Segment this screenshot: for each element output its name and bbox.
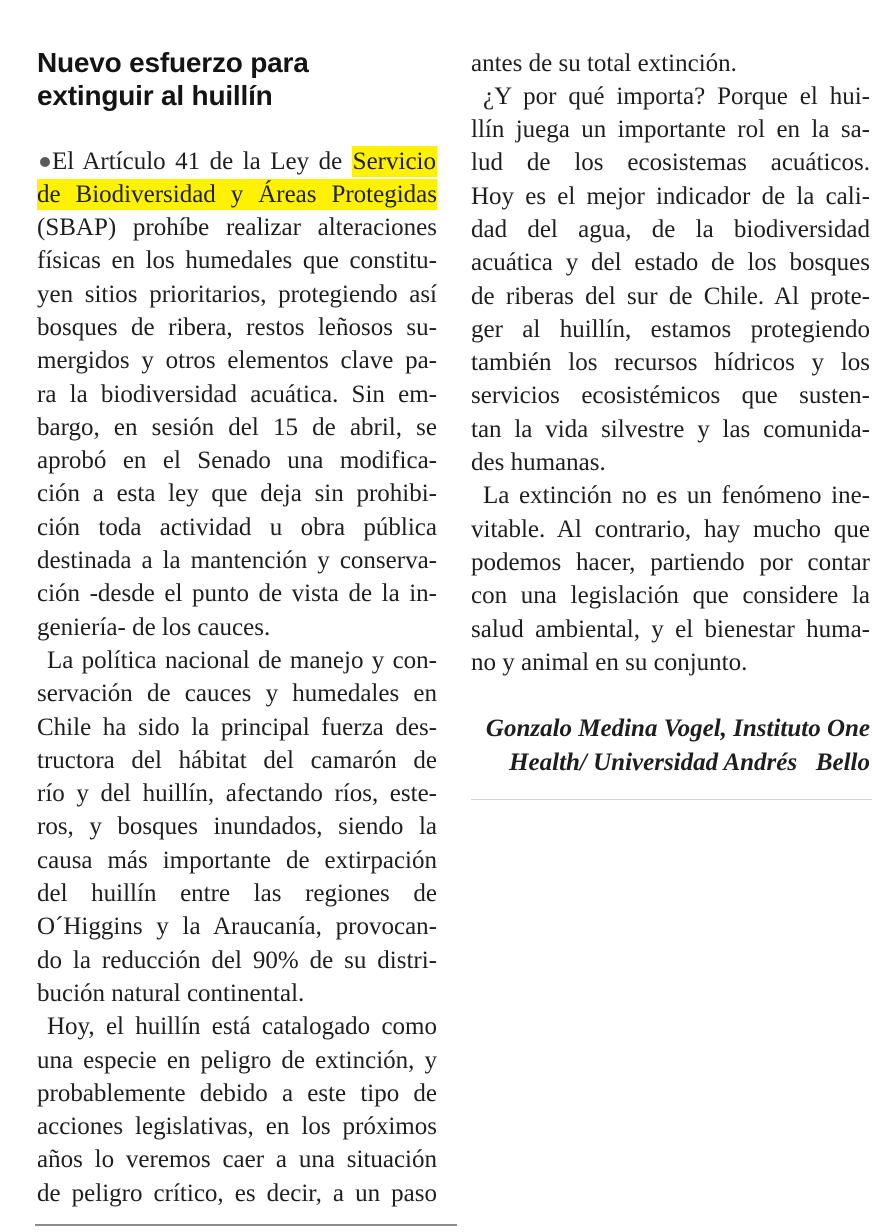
headline-line: Nuevo esfuerzo para: [37, 47, 309, 78]
text-line: probablemente debido a este tipo de: [37, 1079, 437, 1107]
text-line: ción toda actividad u obra pública: [37, 513, 437, 541]
text-line: servicios ecosistémicos que susten-: [471, 382, 870, 410]
text-line: podemos hacer, partiendo por contar: [471, 548, 870, 576]
text-line: tructora del hábitat del camarón de: [37, 746, 437, 774]
headline: [37, 46, 437, 112]
right-column: [471, 47, 870, 780]
signature-line: Gonzalo Medina Vogel, Instituto One: [485, 715, 870, 743]
text-line: ción a esta ley que deja sin prohibi-: [37, 480, 437, 508]
text-line: aprobó en el Senado una modifica-: [37, 447, 437, 475]
text-line: mergidos y otros elementos clave pa-: [37, 347, 437, 375]
text-line: do la reducción del 90% de su distri-: [37, 946, 437, 974]
text-line: ger al huillín, estamos protegiendo: [471, 315, 870, 343]
text-line: La política nacional de manejo y con-: [47, 646, 437, 674]
signature-line: Health/ Universidad Andrés Bello: [509, 748, 870, 776]
text-line: también los recursos hídricos y los: [471, 349, 870, 377]
left-column: [37, 145, 437, 1211]
text-line: antes de su total extinción.: [471, 49, 737, 77]
paragraph: [471, 479, 870, 679]
text-line: destinada a la mantención y conserva-: [37, 547, 437, 575]
text-line: vitable. Al contrario, hay mucho que: [471, 515, 870, 543]
text-line: bosques de ribera, restos leñosos su-: [37, 313, 437, 341]
text-line: una especie en peligro de extinción, y: [37, 1046, 437, 1074]
text-segment: El Artículo 41 de la Ley de: [52, 147, 343, 175]
text-line: Hoy es el mejor indicador de la cali-: [471, 182, 870, 210]
author-signature: [471, 712, 870, 779]
text-line: ros, y bosques inundados, siendo la: [37, 813, 437, 841]
text-line: La extinción no es un fenómeno ine-: [483, 482, 870, 510]
highlighted-text: Servicio: [352, 147, 436, 175]
text-line: servación de cauces y humedales en: [37, 680, 437, 708]
text-line: causa más importante de extirpación: [37, 846, 437, 874]
divider: [35, 1224, 457, 1226]
text-line: geniería- de los cauces.: [37, 613, 271, 641]
text-line: del huillín entre las regiones de: [37, 880, 437, 908]
text-line: Chile ha sido la principal fuerza des-: [37, 713, 437, 741]
spacer: [471, 679, 870, 712]
text-line: O´Higgins y la Araucanía, provocan-: [37, 913, 437, 941]
paragraph: [471, 80, 870, 480]
text-line: de peligro crítico, es decir, a un paso: [37, 1179, 437, 1207]
text-line: lud de los ecosistemas acuáticos.: [471, 149, 870, 177]
text-line: dad del agua, de la biodiversidad: [471, 215, 870, 243]
headline-line: extinguir al huillín: [37, 80, 273, 111]
paragraph: [37, 1010, 437, 1210]
text-line: ¿Y por qué importa? Porque el hui-: [483, 82, 870, 110]
text-line: tan la vida silvestre y las comunida-: [471, 415, 870, 443]
text-line: bución natural continental.: [37, 979, 305, 1007]
text-line: físicas en los humedales que constitu-: [37, 247, 437, 275]
text-line: ción -desde el punto de vista de la in-: [37, 580, 437, 608]
highlighted-text: de Biodiversidad y Áreas Protegidas: [37, 178, 437, 211]
paragraph: [37, 644, 437, 1010]
text-line: ra la biodiversidad acuática. Sin em-: [37, 380, 437, 408]
bullet-icon: [40, 157, 50, 167]
text-line: [37, 145, 437, 178]
divider: [471, 799, 872, 800]
text-line: de riberas del sur de Chile. Al prote-: [471, 282, 870, 310]
paragraph: [37, 145, 437, 644]
text-line: años lo veremos caer a una situación: [37, 1146, 437, 1174]
text-line: yen sitios prioritarios, protegiendo así: [37, 280, 437, 308]
text-line: des humanas.: [471, 449, 606, 477]
text-line: acuática y del estado de los bosques: [471, 249, 870, 277]
text-line: con una legislación que considere la: [471, 582, 870, 610]
text-line: llín juega un importante rol en la sa-: [471, 116, 870, 144]
text-line: (SBAP) prohíbe realizar alteraciones: [37, 214, 437, 242]
text-line: no y animal en su conjunto.: [471, 648, 748, 676]
text-line: acciones legislativas, en los próximos: [37, 1113, 437, 1141]
text-line: bargo, en sesión del 15 de abril, se: [37, 413, 437, 441]
text-line: Hoy, el huillín está catalogado como: [47, 1013, 437, 1041]
text-line: río y del huillín, afectando ríos, este-: [37, 780, 437, 808]
text-line: salud ambiental, y el bienestar huma-: [471, 615, 870, 643]
